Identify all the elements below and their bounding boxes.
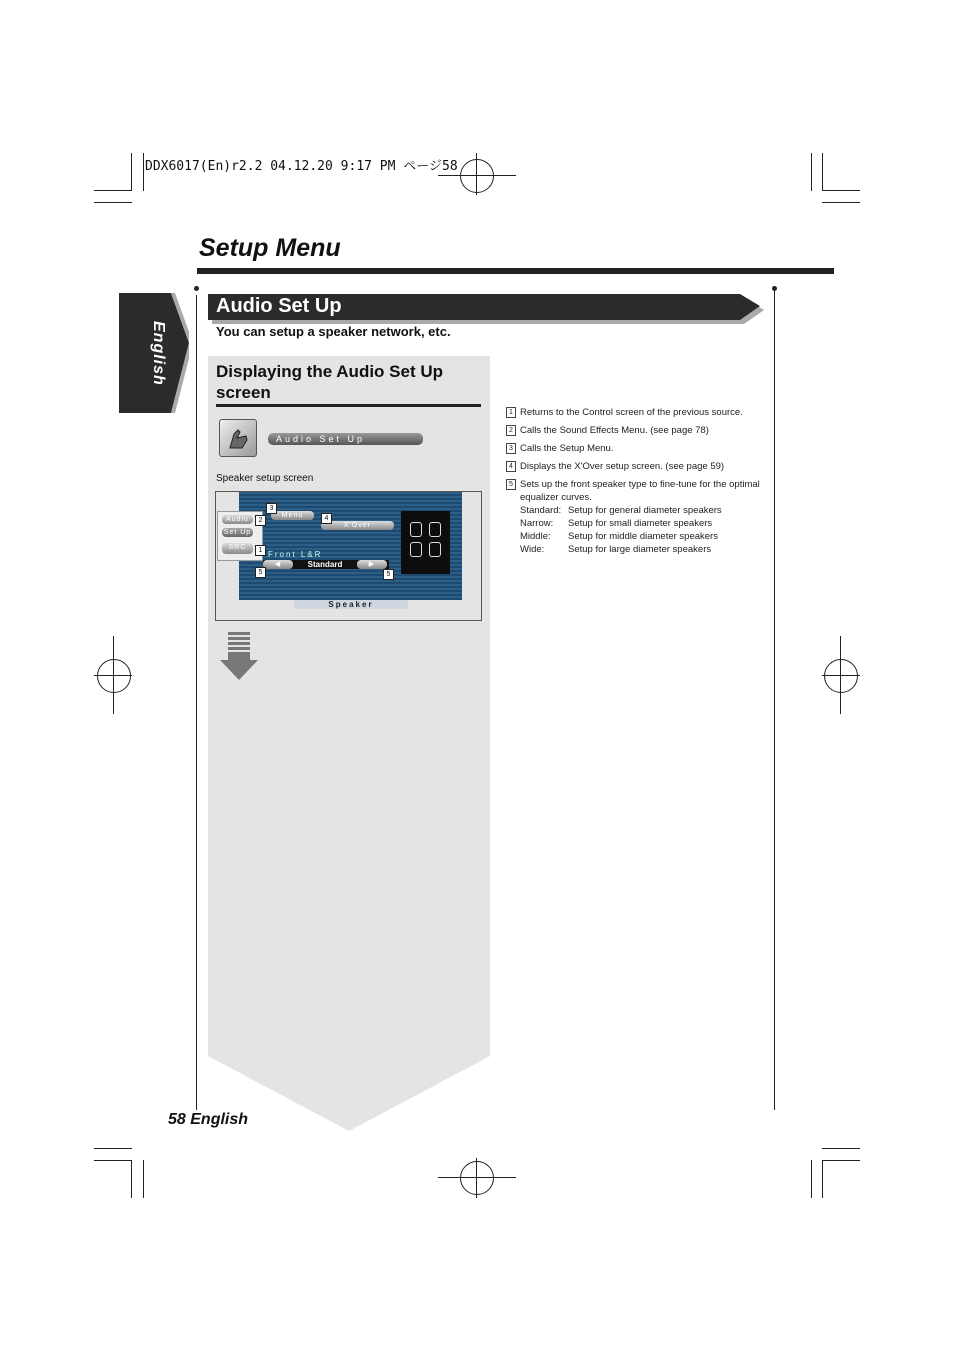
callout-1: 1 (255, 545, 266, 556)
src-button[interactable]: SRC (222, 543, 253, 554)
speaker-icon (429, 522, 441, 537)
callout-4: 4 (321, 513, 332, 524)
margin-line (196, 295, 197, 1110)
item-text: Displays the X'Over setup screen. (see page 59) (520, 461, 725, 472)
crop-mark (94, 1160, 132, 1161)
screen-caption: Speaker setup screen (216, 473, 314, 484)
title-rule (197, 268, 834, 274)
crop-mark (822, 1160, 823, 1198)
list-item (506, 460, 766, 473)
crop-mark (131, 153, 132, 191)
crop-mark (822, 202, 860, 203)
callout-5a: 5 (255, 567, 266, 578)
speaker-type-desc: Setup for general diameter speakers (568, 505, 722, 516)
setup-button[interactable]: Set Up (223, 529, 252, 536)
list-item (506, 478, 766, 556)
margin-dot (772, 286, 777, 291)
speaker-type-row (520, 504, 766, 517)
speaker-icon (410, 542, 422, 557)
speaker-type-desc: Setup for middle diameter speakers (568, 531, 718, 542)
description-list (506, 406, 766, 561)
speaker-diagram (401, 511, 450, 574)
down-arrow-icon (220, 632, 258, 680)
speaker-type-row (520, 543, 766, 556)
callout-3: 3 (266, 503, 277, 514)
speaker-icon (410, 522, 422, 537)
language-tab-label-wrap (119, 293, 189, 413)
crop-mark (94, 1148, 132, 1149)
registration-mark (97, 659, 131, 693)
item-text: Sets up the front speaker type to fine-tune for the optimal equalizer curves. (520, 479, 760, 503)
xover-button[interactable]: X'Over (321, 521, 394, 530)
crop-mark (143, 153, 144, 191)
item-number: 2 (506, 425, 516, 436)
page-footer: 58 English (168, 1111, 249, 1128)
section-title: Audio Set Up (216, 295, 342, 317)
language-tab-label: English (150, 321, 167, 386)
print-header: DDX6017(En)r2.2 04.12.20 9:17 PM ページ58 (145, 159, 458, 174)
registration-mark (460, 159, 494, 193)
item-text: Calls the Sound Effects Menu. (see page 78) (520, 425, 709, 436)
crop-mark (811, 153, 812, 191)
prev-arrow-button[interactable]: ◀ (263, 560, 293, 569)
speaker-type-name: Wide: (520, 544, 545, 555)
section-subtitle: You can setup a speaker network, etc. (216, 324, 451, 339)
margin-dot (194, 286, 199, 291)
crop-mark (94, 190, 132, 191)
screen-title-bar: Speaker (294, 600, 408, 609)
audio-button[interactable]: Audio (222, 515, 253, 524)
speaker-type-desc: Setup for large diameter speakers (568, 544, 712, 555)
item-number: 3 (506, 443, 516, 454)
list-item (506, 406, 766, 419)
speaker-type-value: Standard (307, 560, 343, 569)
crop-mark (94, 202, 132, 203)
margin-line (774, 290, 775, 1110)
callout-5b: 5 (383, 569, 394, 580)
front-speaker-label: Front L&R (268, 550, 323, 559)
crop-mark (822, 190, 860, 191)
speaker-type-row (520, 517, 766, 530)
item-text: Returns to the Control screen of the previous source. (520, 407, 743, 418)
crop-mark (822, 1160, 860, 1161)
item-number: 5 (506, 479, 516, 490)
crop-mark (822, 1148, 860, 1149)
speaker-type-name: Middle: (520, 531, 551, 542)
list-item (506, 442, 766, 455)
item-number: 1 (506, 407, 516, 418)
speaker-type-name: Narrow: (520, 518, 554, 529)
next-arrow-button[interactable]: ▶ (357, 560, 387, 569)
procedure-rule (216, 404, 481, 407)
hand-touch-icon (219, 419, 257, 457)
list-item (506, 424, 766, 437)
crop-mark (822, 153, 823, 191)
procedure-title: Displaying the Audio Set Up screen (216, 362, 443, 402)
item-number: 4 (506, 461, 516, 472)
crop-mark (131, 1160, 132, 1198)
crop-mark (811, 1160, 812, 1198)
item-text: Calls the Setup Menu. (520, 443, 614, 454)
speaker-icon (429, 542, 441, 557)
callout-2: 2 (255, 515, 266, 526)
registration-mark (824, 659, 858, 693)
page-title: Setup Menu (199, 234, 341, 262)
menu-button[interactable]: Menu (271, 511, 314, 520)
speaker-type-desc: Setup for small diameter speakers (568, 518, 713, 529)
speaker-type-row (520, 530, 766, 543)
audio-setup-key[interactable]: Audio Set Up (268, 433, 423, 445)
registration-mark (460, 1161, 494, 1195)
crop-mark (143, 1160, 144, 1198)
speaker-type-name: Standard: (520, 505, 562, 516)
